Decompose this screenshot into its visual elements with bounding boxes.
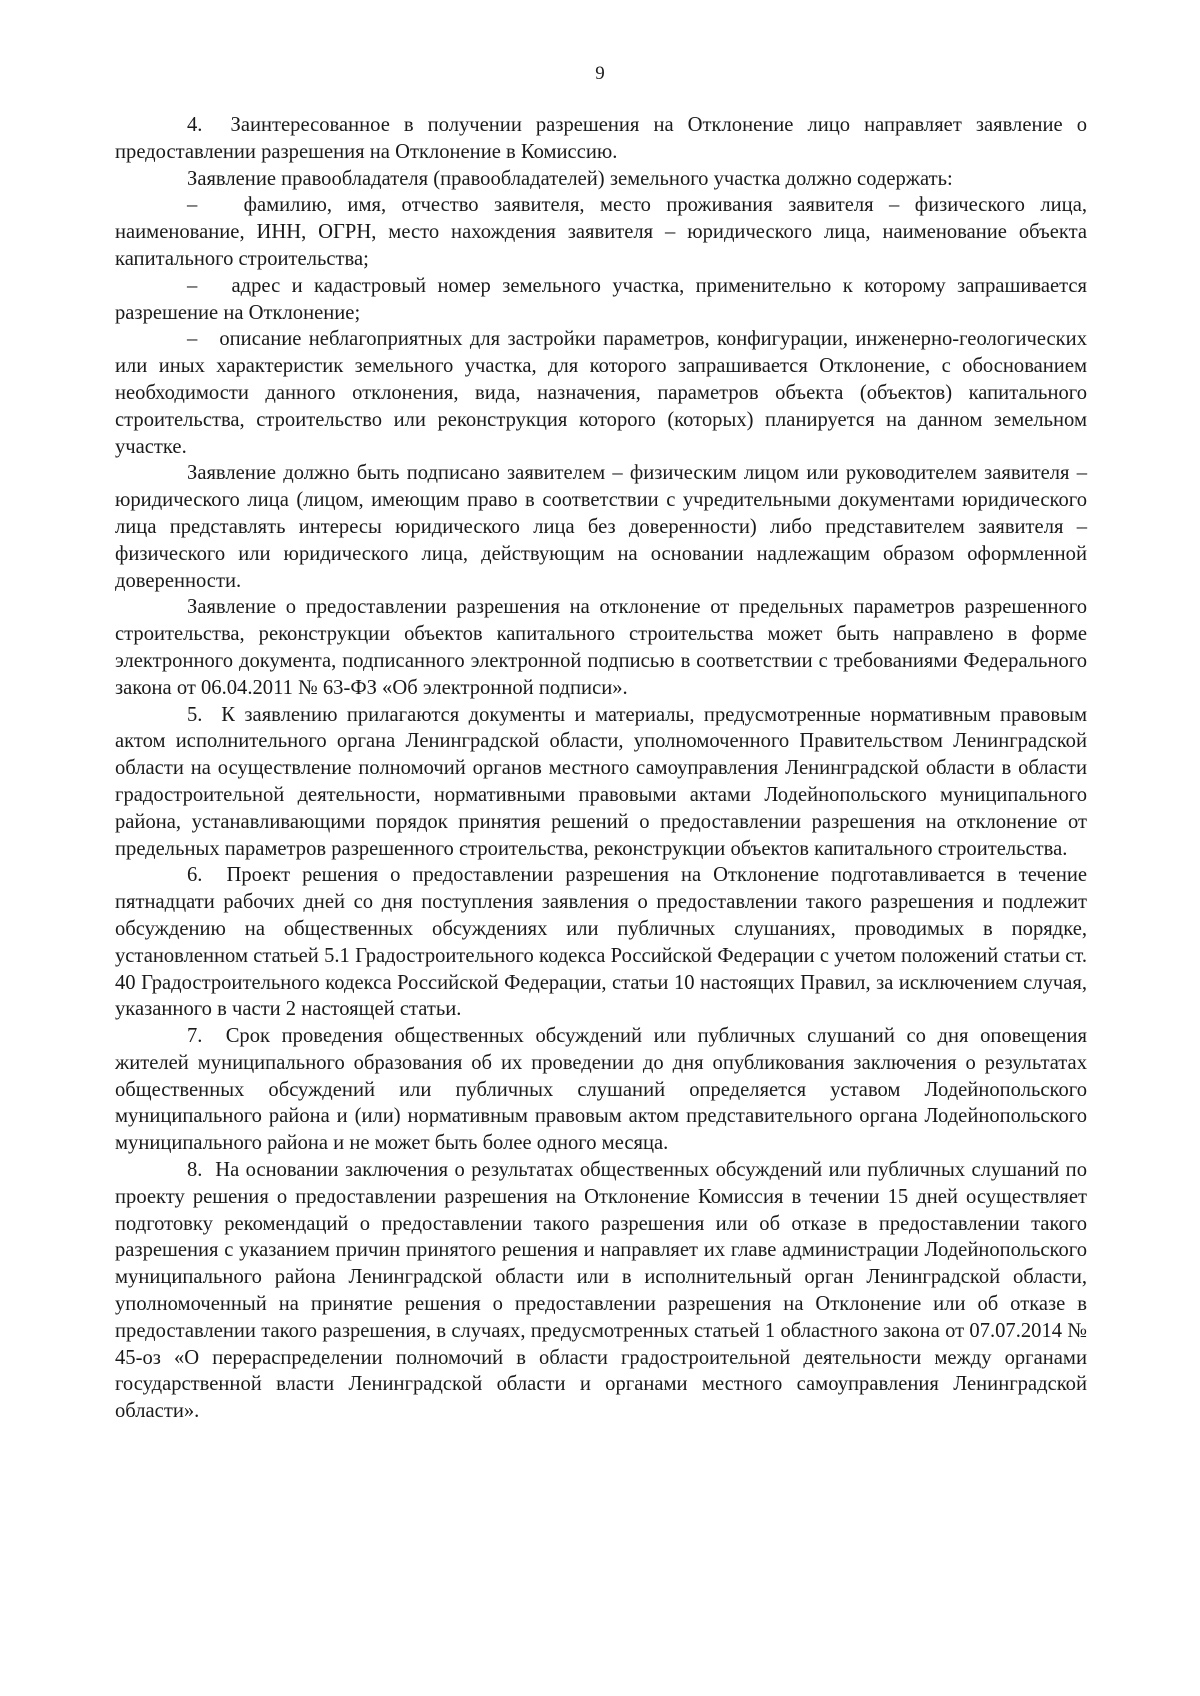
page-number: 9 — [595, 63, 605, 84]
paragraph-item-5: 5. К заявлению прилагаются документы и материалы, предусмотренные нормативным правовым актом исполнительного органа Ленинградской области, уполномоченного Правительством Ленинградской области на осуществление полномочий органов местного самоуправления Ленинградской области в области градостроительной деятельности, нормативными правовыми актами Лодейнопольского муниципального района, устанавливающими порядок принятия решений о предоставлении разрешения на отклонение от предельных параметров разрешенного строительства, реконструкции объектов капитального строительства. — [115, 703, 1087, 860]
paragraph-item-8: 8. На основании заключения о результатах общественных обсуждений или публичных слушаний по проекту решения о предоставлении разрешения на Отклонение Комиссия в течении 15 дней осуществляет подготовку рекомендаций о предоставлении такого разрешения или об отказе в предоставлении такого разрешения с указанием причин принятого решения и направляет их главе администрации Лодейнопольского муниципального района Ленинградской области или в исполнительный орган Ленинградской области, уполномоченный на принятие решения о предоставлении разрешения на Отклонение или об отказе в предоставлении такого разрешения, в случаях, предусмотренных статьей 1 областного закона от 07.07.2014 № 45-оз «О перераспределении полномочий в области градостроительной деятельности между органами государственной власти Ленинградской области и органами местного самоуправления Ленинградской области». — [115, 1159, 1087, 1423]
paragraph-electronic-application: Заявление о предоставлении разрешения на отклонение от предельных параметров разрешенного строительства, реконструкции объектов капитального строительства может быть направлено в форме электронного документа, подписанного электронной подписью в соответствии с требованиями Федерального закона от 06.04.2011 № 63-ФЗ «Об электронной подписи». — [115, 596, 1087, 699]
list-item-address-cadastral: – адрес и кадастровый номер земельного участка, применительно к которому запрашивается разрешение на Отклонение; — [115, 274, 1087, 324]
paragraph-signature-requirement: Заявление должно быть подписано заявителем – физическим лицом или руководителем заявителя – юридического лица (лицом, имеющим право в соответствии с учредительными документами юридического лица представлять интересы юридического лица без доверенности) либо представителем заявителя – физического или юридического лица, действующим на основании надлежащим образом оформленной доверенности. — [115, 462, 1087, 592]
paragraph-application-contents: Заявление правообладателя (правообладателей) земельного участка должно содержать: — [187, 167, 953, 190]
body-text — [115, 112, 1087, 1425]
list-item-applicant-name: – фамилию, имя, отчество заявителя, место проживания заявителя – физического лица, наименование, ИНН, ОГРН, место нахождения заявителя – юридического лица, наименование объекта капитального строительства; — [115, 194, 1087, 270]
paragraph-item-4: 4. Заинтересованное в получении разрешения на Отклонение лицо направляет заявление о предоставлении разрешения на Отклонение в Комиссию. — [115, 114, 1087, 163]
paragraph-item-6: 6. Проект решения о предоставлении разрешения на Отклонение подготавливается в течение пятнадцати рабочих дней со дня поступления заявления о предоставлении такого разрешения и подлежит обсуждению на общественных обсуждениях или публичных слушаниях, проводимых в порядке, установленном статьей 5.1 Градостроительного кодекса Российской Федерации с учетом положений статьи ст. 40 Градостроительного кодекса Российской Федерации, статьи 10 настоящих Правил, за исключением случая, указанного в части 2 настоящей статьи. — [115, 864, 1087, 1021]
list-item-unfavorable-parameters: – описание неблагоприятных для застройки параметров, конфигурации, инженерно-геологических или иных характеристик земельного участка, для которого запрашивается Отклонение, с обоснованием необходимости данного отклонения, вида, назначения, параметров объекта (объектов) капитального строительства, строительство или реконструкция которого (которых) планируется на данном земельном участке. — [115, 328, 1087, 458]
paragraph-item-7: 7. Срок проведения общественных обсуждений или публичных слушаний со дня оповещения жителей муниципального образования об их проведении до дня опубликования заключения о результатах общественных обсуждений или публичных слушаний определяется уставом Лодейнопольского муниципального района и (или) нормативным правовым актом представительного органа Лодейнопольского муниципального района и не может быть более одного месяца. — [115, 1025, 1087, 1155]
